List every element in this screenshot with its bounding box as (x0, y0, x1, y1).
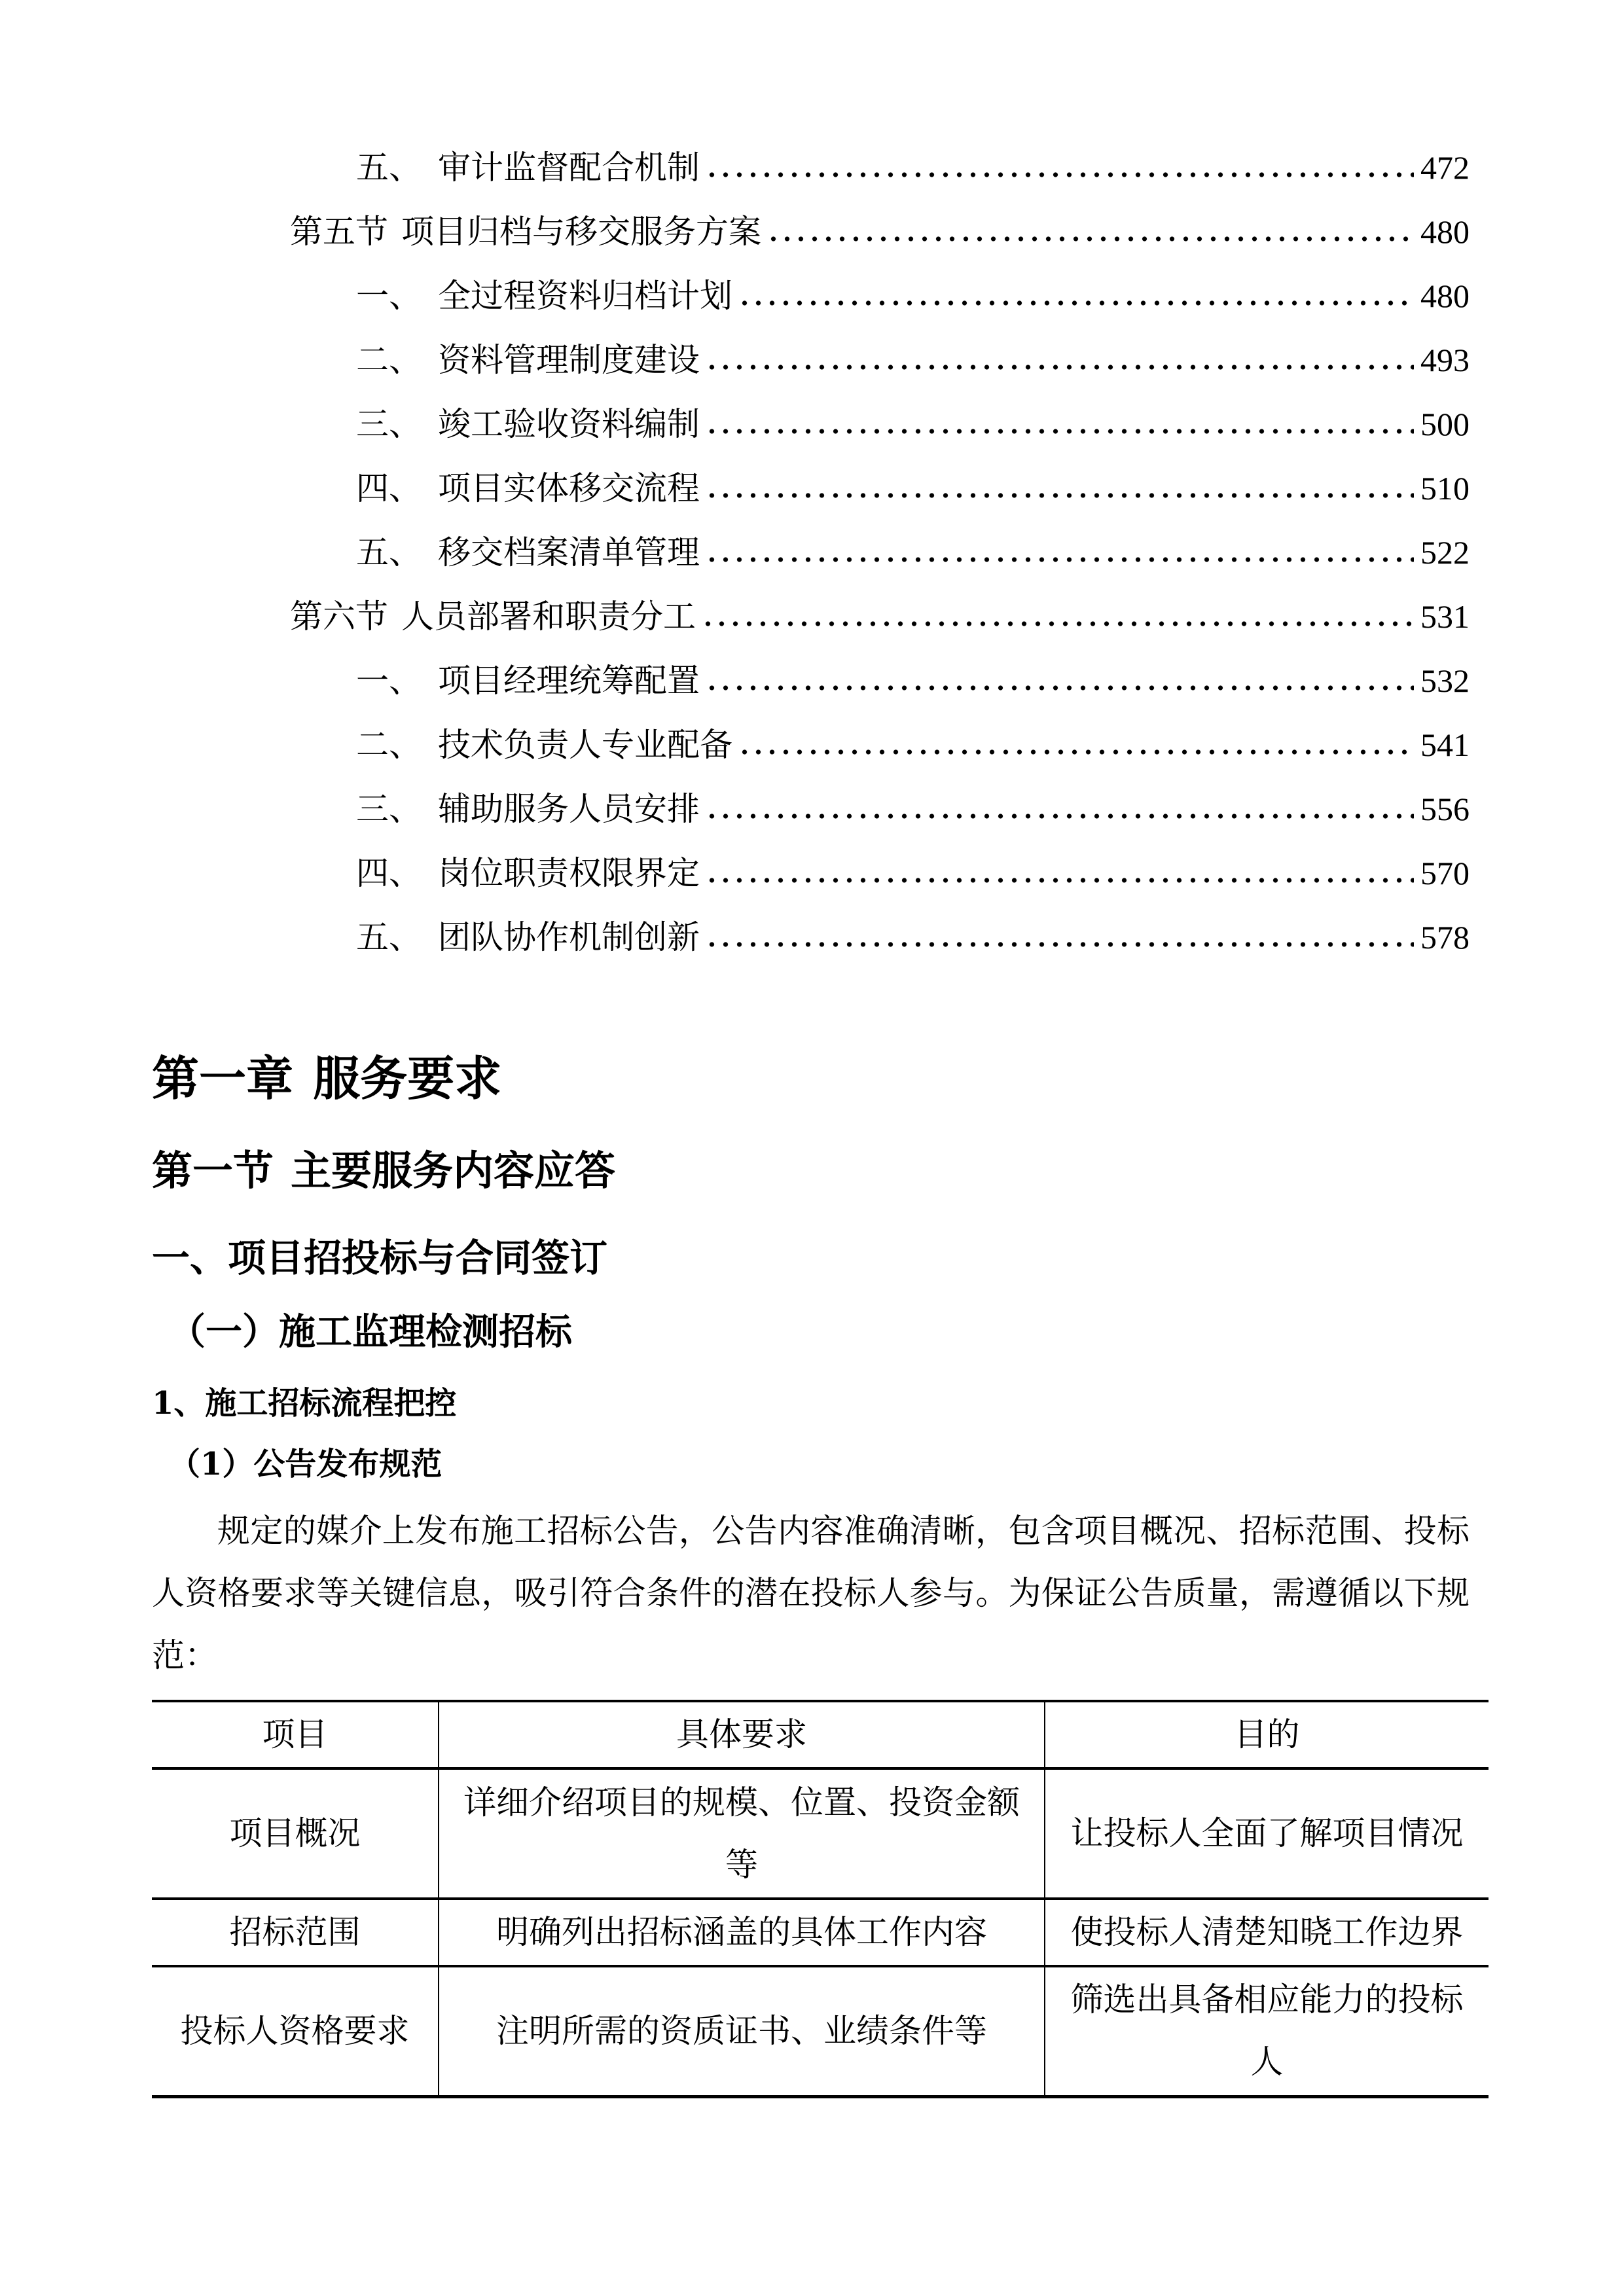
chapter-title: 服务要求 (313, 1050, 502, 1106)
chapter-number: 第一章 (152, 1050, 294, 1106)
table-cell: 明确列出招标涵盖的具体工作内容 (439, 1899, 1045, 1966)
table-header-cell: 项目 (152, 1701, 439, 1768)
table-cell: 详细介绍项目的规模、位置、投资金额等 (439, 1768, 1045, 1899)
table-row (152, 1899, 1489, 1966)
toc-entry-title: 项目经理统筹配置 (438, 661, 700, 700)
toc-leader-dots (705, 443, 1414, 507)
toc-page-number: 570 (1420, 854, 1470, 891)
toc-entry (152, 571, 1470, 636)
toc-entry (152, 122, 1470, 187)
toc-entry-title: 审计监督配合机制 (438, 148, 700, 187)
toc-entry-number: 二、 (356, 725, 422, 764)
toc-page-number: 480 (1420, 277, 1470, 314)
toc-leader-dots (705, 828, 1414, 892)
section-heading (152, 1145, 1470, 1198)
toc-leader-dots (705, 764, 1414, 828)
toc-leader-dots (738, 251, 1414, 315)
toc-page-number: 556 (1420, 790, 1470, 827)
toc-entry-title: 资料管理制度建设 (438, 340, 700, 379)
table-header-cell: 目的 (1045, 1701, 1489, 1768)
table-cell: 招标范围 (152, 1899, 439, 1966)
toc-entry-number: 三、 (356, 404, 422, 443)
toc-entry (152, 636, 1470, 700)
toc-page-number: 578 (1420, 918, 1470, 956)
toc-entry-number: 三、 (356, 789, 422, 828)
toc-entry (152, 700, 1470, 764)
toc-entry-title: 项目归档与移交服务方案 (401, 212, 761, 251)
body-paragraph: 规定的媒介上发布施工招标公告，公告内容准确清晰，包含项目概况、招标范围、投标人资格要求等关键信息，吸引符合条件的潜在投标人参与。为保证公告质量，需遵循以下规范： (152, 1512, 1470, 1675)
toc-entry (152, 315, 1470, 379)
toc-page-number: 532 (1420, 662, 1470, 699)
toc-leader-dots (705, 636, 1414, 700)
toc-entry-title: 移交档案清单管理 (438, 533, 700, 571)
toc-leader-dots (705, 892, 1414, 956)
toc-leader-dots (705, 379, 1414, 443)
table-row (152, 1966, 1489, 2096)
toc-page-number: 493 (1420, 341, 1470, 378)
toc-page-number: 541 (1420, 726, 1470, 763)
toc-entry (152, 764, 1470, 828)
toc-entry (152, 379, 1470, 443)
toc-entry-number: 二、 (356, 340, 422, 379)
subheading-level2: （一）施工监理检测招标 (169, 1310, 572, 1354)
toc-entry-number: 四、 (356, 469, 422, 507)
toc-page-number: 510 (1420, 469, 1470, 507)
table-cell: 项目概况 (152, 1768, 439, 1899)
table-cell: 让投标人全面了解项目情况 (1045, 1768, 1489, 1899)
toc-entry (152, 892, 1470, 956)
subheading-level4: （1）公告发布规范 (169, 1445, 442, 1482)
toc-entry (152, 251, 1470, 315)
table-header-cell: 具体要求 (439, 1701, 1045, 1768)
toc-entry (152, 187, 1470, 251)
announcement-requirements-table (152, 1700, 1489, 2098)
toc-entry-title: 辅助服务人员安排 (438, 789, 700, 828)
toc-entry (152, 507, 1470, 571)
table-of-contents (152, 122, 1470, 956)
toc-entry-number: 一、 (356, 661, 422, 700)
toc-entry-title: 技术负责人专业配备 (438, 725, 732, 764)
toc-page-number: 522 (1420, 533, 1470, 571)
toc-leader-dots (701, 571, 1414, 636)
chapter-heading (152, 1048, 1470, 1109)
toc-entry-number: 第五节 (290, 212, 388, 251)
toc-entry-number: 五、 (356, 533, 422, 571)
table-cell: 使投标人清楚知晓工作边界 (1045, 1899, 1489, 1966)
section-title: 主要服务内容应答 (291, 1146, 616, 1194)
toc-entry-title: 人员部署和职责分工 (401, 597, 696, 636)
subheading-level1: 一、项目招投标与合同签订 (152, 1236, 608, 1281)
toc-page-number: 500 (1420, 405, 1470, 442)
toc-page-number: 480 (1420, 213, 1470, 250)
toc-leader-dots (738, 700, 1414, 764)
toc-entry-title: 全过程资料归档计划 (438, 276, 732, 315)
table-cell: 注明所需的资质证书、业绩条件等 (439, 1966, 1045, 2096)
toc-entry-number: 四、 (356, 853, 422, 892)
toc-entry-title: 岗位职责权限界定 (438, 853, 700, 892)
toc-entry-title: 团队协作机制创新 (438, 918, 700, 956)
toc-entry-title: 项目实体移交流程 (438, 469, 700, 507)
table-header-row (152, 1701, 1489, 1768)
toc-entry (152, 828, 1470, 892)
toc-page-number: 472 (1420, 149, 1470, 186)
section-number: 第一节 (152, 1146, 274, 1194)
subheading-level3: 1、施工招标流程把控 (152, 1385, 457, 1422)
table-row (152, 1768, 1489, 1899)
toc-entry-number: 一、 (356, 276, 422, 315)
toc-entry-number: 第六节 (290, 597, 388, 636)
toc-leader-dots (705, 122, 1414, 187)
toc-entry (152, 443, 1470, 507)
toc-page-number: 531 (1420, 598, 1470, 635)
toc-entry-title: 竣工验收资料编制 (438, 404, 700, 443)
toc-entry-number: 五、 (356, 148, 422, 187)
toc-leader-dots (705, 507, 1414, 571)
toc-leader-dots (705, 315, 1414, 379)
toc-entry-number: 五、 (356, 918, 422, 956)
table-cell: 筛选出具备相应能力的投标人 (1045, 1966, 1489, 2096)
toc-leader-dots (767, 187, 1414, 251)
table-cell: 投标人资格要求 (152, 1966, 439, 2096)
